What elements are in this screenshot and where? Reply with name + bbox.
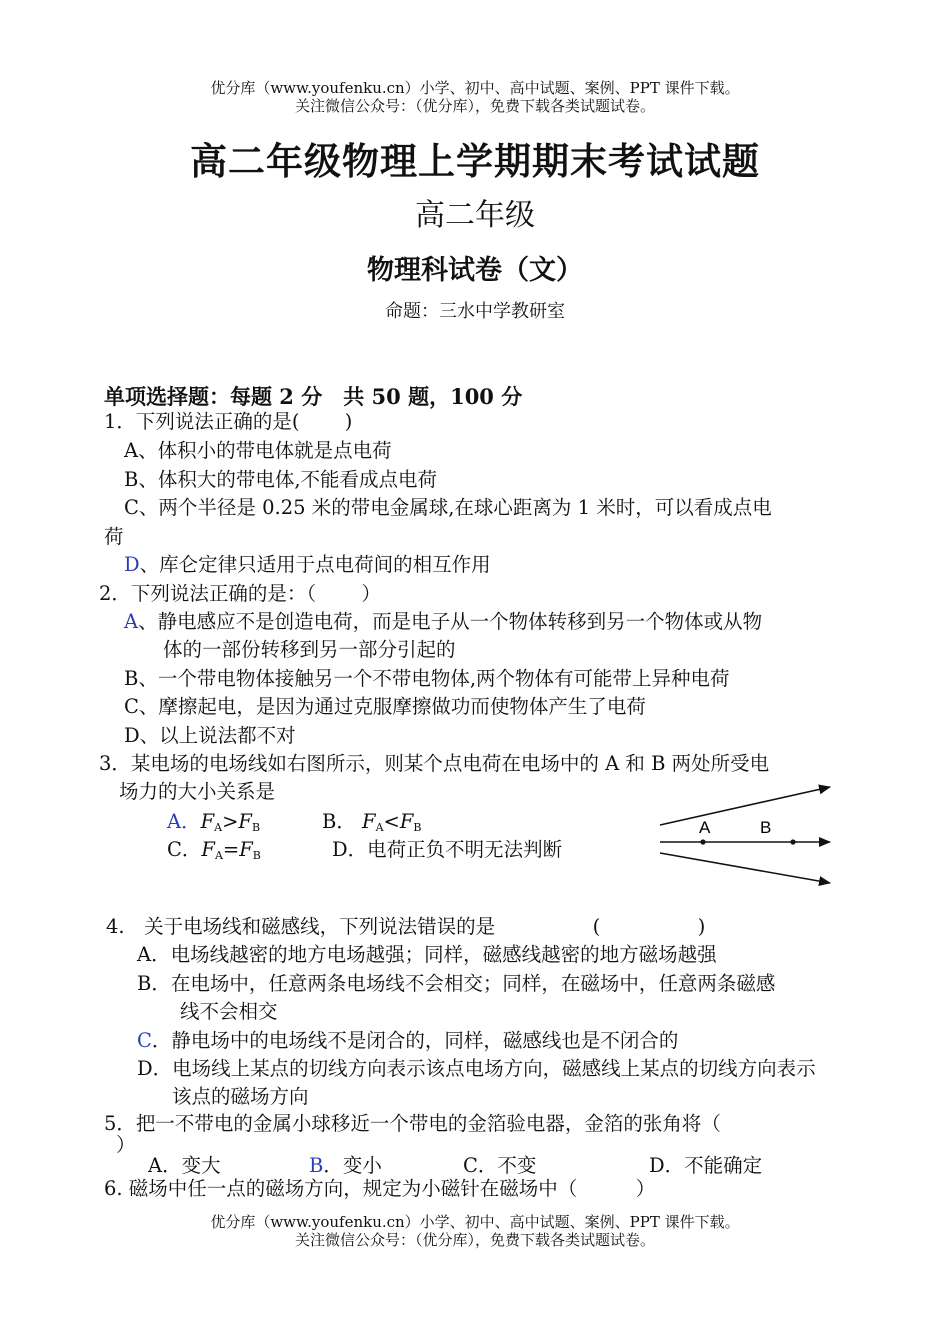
q2-option-a-line2: 体的一部份转移到另一部分引起的	[163, 638, 456, 661]
q2-option-c: C、摩擦起电，是因为通过克服摩擦做功而使物体产生了电荷	[124, 695, 646, 718]
header-line-1: 优分库（www.youfenku.cn）小学、初中、高中试题、案例、PPT 课件下载。	[210, 79, 740, 97]
field-line-top	[660, 787, 830, 825]
section-heading: 单项选择题：每题 2 分 共 50 题，100 分	[104, 384, 523, 409]
q3-option-c: C．$F_A=F_B$	[167, 838, 261, 862]
grade-subtitle: 高二年级	[415, 198, 535, 233]
q2-stem: 2．下列说法正确的是：（ ）	[99, 582, 381, 605]
q5-option-a: A．变大	[148, 1154, 221, 1177]
point-b-label: B	[760, 818, 772, 837]
q3-answer-letter: A．	[167, 810, 201, 833]
q1-stem: 1．下列说法正确的是( )	[104, 410, 353, 433]
q3-stem-line2: 场力的大小关系是	[119, 780, 276, 803]
q2-option-a-line1	[124, 608, 762, 636]
q1-option-c-line2: 荷	[104, 525, 124, 548]
q4-option-d-line1: D．电场线上某点的切线方向表示该点电场方向，磁感线上某点的切线方向表示	[137, 1057, 816, 1080]
q3-option-d: D．电荷正负不明无法判断	[332, 838, 563, 861]
q1-option-c-line1: C、两个半径是 0.25 米的带电金属球,在球心距离为 1 米时，可以看成点电	[124, 496, 772, 519]
header-line-2: 关注微信公众号：（优分库），免费下载各类试题试卷。	[294, 97, 655, 115]
footer-line-2: 关注微信公众号：（优分库），免费下载各类试题试卷。	[294, 1231, 655, 1249]
q4-option-d-line2: 该点的磁场方向	[172, 1085, 309, 1108]
q4-stem: 4. 关于电场线和磁感线，下列说法错误的是 ( )	[106, 915, 706, 938]
q4-option-a: A．电场线越密的地方电场越强；同样，磁感线越密的地方磁场越强	[137, 943, 717, 966]
q4-option-b-line2: 线不会相交	[180, 1000, 278, 1023]
paper-subtitle: 物理科试卷（文）	[367, 255, 583, 286]
q4-option-c	[137, 1027, 678, 1055]
q2-option-a-text: 、静电感应不是创造电荷，而是电子从一个物体转移到另一个物体或从物	[138, 610, 763, 633]
q4-answer-letter: C	[137, 1029, 152, 1052]
q1-option-d	[124, 551, 491, 579]
q2-answer-letter: A	[124, 610, 139, 633]
q3-stem-line1: 3．某电场的电场线如右图所示，则某个点电荷在电场中的 A 和 B 两处所受电	[99, 752, 770, 775]
author-line: 命题：三水中学教研室	[385, 301, 565, 322]
field-lines-figure	[650, 775, 840, 895]
q5-stem-line1: 5．把一不带电的金属小球移近一个带电的金箔验电器，金箔的张角将（	[104, 1112, 721, 1135]
q1-option-b: B、体积大的带电体,不能看成点电荷	[124, 468, 438, 491]
q4-option-c-text: ．静电场中的电场线不是闭合的，同样，磁感线也是不闭合的	[151, 1029, 679, 1052]
q2-option-d: D、以上说法都不对	[124, 724, 296, 747]
q1-option-d-text: 、库仑定律只适用于点电荷间的相互作用	[139, 553, 491, 576]
q1-option-a: A、体积小的带电体就是点电荷	[124, 439, 392, 462]
point-a-dot	[700, 839, 705, 844]
q5-stem-line2: ）	[116, 1133, 136, 1156]
point-a-label: A	[699, 818, 711, 837]
q5-option-c: C．不变	[463, 1154, 537, 1177]
q3-option-a: A．$F_A>F_B$	[167, 810, 261, 834]
footer-line-1: 优分库（www.youfenku.cn）小学、初中、高中试题、案例、PPT 课件下载。	[210, 1213, 740, 1231]
point-b-dot	[790, 839, 795, 844]
q1-answer-letter: D	[124, 553, 140, 576]
q5-answer-letter: B	[309, 1154, 324, 1177]
page-title: 高二年级物理上学期期末考试试题	[190, 139, 760, 183]
field-line-bottom	[660, 853, 830, 883]
q3-option-b: B． $F_A<F_B$	[322, 810, 422, 834]
q2-option-b: B、一个带电物体接触另一个不带电物体,两个物体有可能带上异种电荷	[124, 667, 730, 690]
q5-option-d: D．不能确定	[649, 1154, 763, 1177]
q4-option-b-line1: B．在电场中，任意两条电场线不会相交；同样，在磁场中，任意两条磁感	[137, 972, 776, 995]
q5-option-b-text: ．变小	[323, 1154, 382, 1177]
q6-stem: 6. 磁场中任一点的磁场方向，规定为小磁针在磁场中（ ）	[104, 1177, 656, 1200]
